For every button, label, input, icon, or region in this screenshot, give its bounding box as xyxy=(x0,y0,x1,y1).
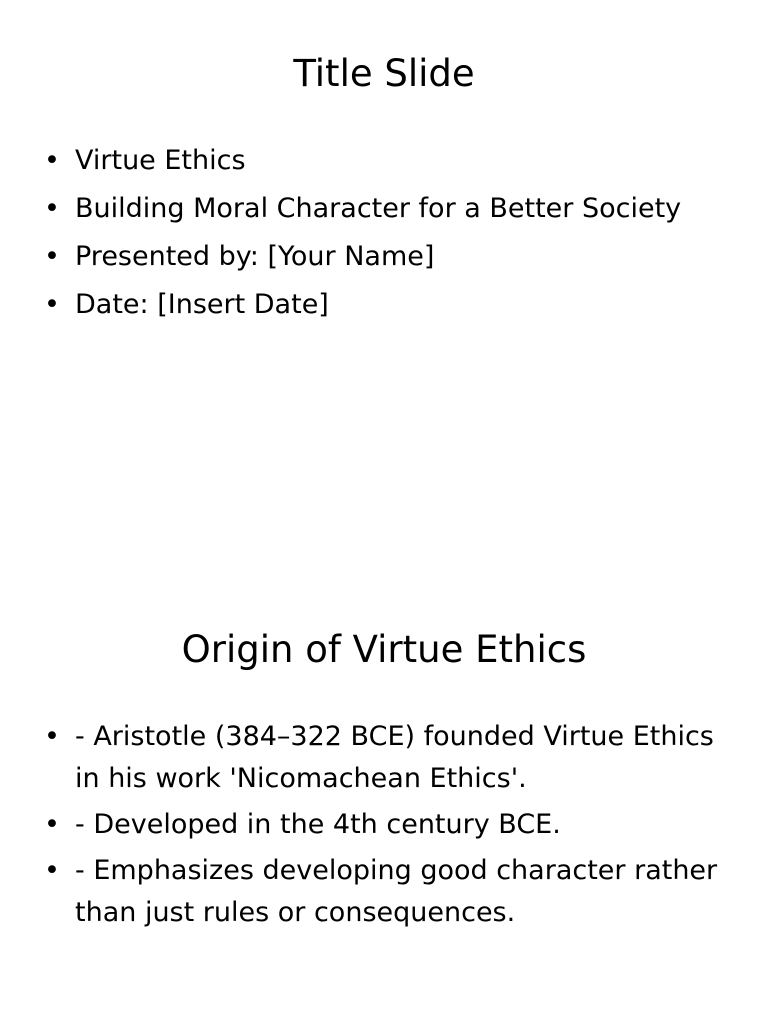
slide-origin-of-virtue-ethics xyxy=(0,576,768,1024)
list-item xyxy=(44,804,724,846)
bullet-list xyxy=(44,140,724,332)
list-item xyxy=(44,140,724,182)
bullet-icon: • xyxy=(44,289,60,320)
bullet-icon: • xyxy=(44,145,60,176)
bullet-text: Building Moral Character for a Better Society xyxy=(75,193,682,224)
list-item xyxy=(44,716,724,800)
bullet-icon: • xyxy=(44,241,60,272)
bullet-text: Date: [Insert Date] xyxy=(75,289,329,320)
bullet-text: - Aristotle (384–322 BCE) founded Virtue Ethics in his work 'Nicomachean Ethics'. xyxy=(75,721,714,794)
bullet-list xyxy=(44,716,724,938)
bullet-text: Virtue Ethics xyxy=(75,145,246,176)
slide-title: Origin of Virtue Ethics xyxy=(181,628,587,671)
bullet-text: Presented by: [Your Name] xyxy=(75,241,435,272)
list-item xyxy=(44,850,724,934)
bullet-text: - Emphasizes developing good character rather than just rules or consequences. xyxy=(75,855,718,928)
bullet-icon: • xyxy=(44,193,60,224)
bullet-icon: • xyxy=(44,809,60,840)
list-item xyxy=(44,284,724,326)
list-item xyxy=(44,236,724,278)
bullet-icon: • xyxy=(44,721,60,752)
list-item xyxy=(44,188,724,230)
bullet-icon: • xyxy=(44,855,60,886)
slide-title: Title Slide xyxy=(293,52,475,95)
bullet-text: - Developed in the 4th century BCE. xyxy=(75,809,561,840)
